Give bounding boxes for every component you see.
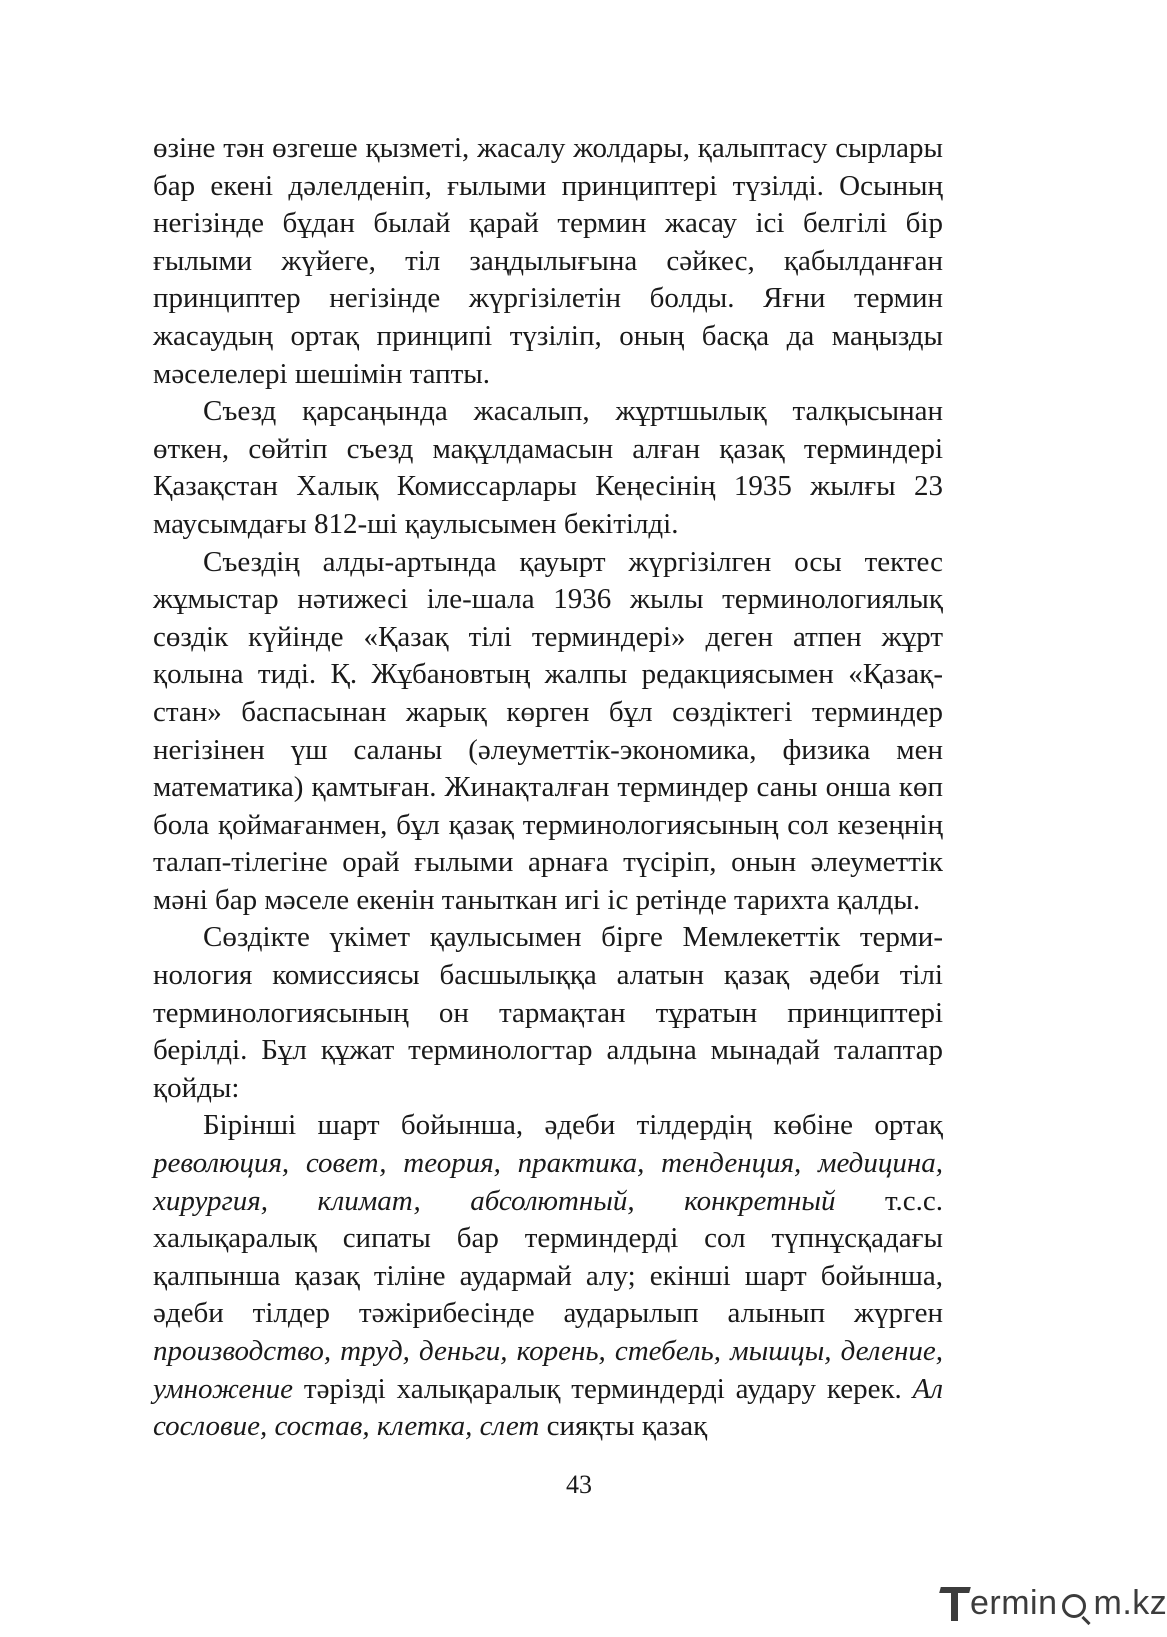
italic-term-run: революция, совет, теория, практика, тенденция, медицина, хирургия, климат, абсолютный, конкретный <box>153 1147 943 1217</box>
page-body <box>153 130 943 1446</box>
text-run: Бірінші шарт бойынша, әдеби тілдердің көбіне ортақ <box>203 1109 943 1142</box>
watermark-text-prefix: ermin <box>970 1583 1058 1622</box>
watermark-text-suffix: m.kz <box>1093 1583 1167 1622</box>
text-run: Сөздікте үкімет қаулысымен бірге Мемлекеттік терминология комиссиясы басшылыққа алатын қазақ әдеби тілі терминологиясының он тармақтан тұратын принциптері берілді. Бұл құжат терминологтар алдына мынадай талаптар қойды: <box>153 921 943 1104</box>
text-run: тәрізді халықаралық терминдерді аудару керек. <box>293 1372 913 1405</box>
magnifier-icon <box>1062 1594 1086 1618</box>
italic-term-run: производство, труд, деньги, корень, стебель, мышцы, деление, умножение <box>153 1335 943 1405</box>
paragraph <box>153 919 943 1107</box>
text-run: сияқты қазақ <box>539 1410 708 1443</box>
paragraph <box>153 393 943 543</box>
paragraph <box>153 544 943 920</box>
paragraph <box>153 1107 943 1445</box>
text-run: өзіне тән өзгеше қызметі, жасалу жолдары, қалыптасу сырлары бар екені дәлелденіп, ғылыми принциптері түзілді. Осының негізінде бұдан былай қарай термин жасау ісі белгілі бір ғылыми жүйеге, тіл заңдылығына сәйкес, қабылданған принциптер негізінде жүргізілетін болды. Яғни термин жасаудың ортақ принципі түзіліп, оның басқа да маңызды мәселелері шешімін тапты. <box>153 132 943 390</box>
text-run: т.с.с. халықаралық сипаты бар терминдерді сол түпнұсқадағы қалпынша қазақ тіліне аудармай алу; екінші шарт бойынша, әдеби тілдер тәжірибесінде аударылып алынып жүрген <box>153 1184 943 1330</box>
termincom-watermark <box>940 1577 1167 1629</box>
italic-term-run: Ал сословие, состав, клетка, слет <box>153 1372 943 1443</box>
paragraph <box>153 130 943 393</box>
page-number: 43 <box>566 1470 592 1499</box>
t-letter-logo-icon <box>940 1583 970 1623</box>
text-run: Съездің алды-артында қауырт жүргізілген осы тектес жұмыстар нәтижесі іле-шала 1936 жылы терминологиялық сөздік күйінде «Қазақ тілі терминдері» деген атпен жұрт қолына тиді. Қ. Жұбановтың жалпы редакциясымен «Қазақстан» баспасынан жарық көрген бұл сөздіктегі терминдер негізінен үш саланы (әлеуметтік-экономика, физика мен математика) қамтыған. Жинақталған терминдер саны онша көп бола қоймағанмен, бұл қазақ терминологиясының сол кезеңнің талап-тілегіне орай ғылыми арнаға түсіріп, онын әлеуметтік мәні бар мәселе екенін таныткан игі іс ретінде тарихта қалды. <box>153 545 943 916</box>
text-run: Съезд қарсаңында жасалып, жұртшылық талқысынан өткен, сөйтіп съезд мақұлдамасын алған қазақ терминдері Қазақстан Халық Комиссарлары Кеңесінің 1935 жылғы 23 маусымдағы 812-ші қаулысымен бекітілді. <box>153 395 943 540</box>
